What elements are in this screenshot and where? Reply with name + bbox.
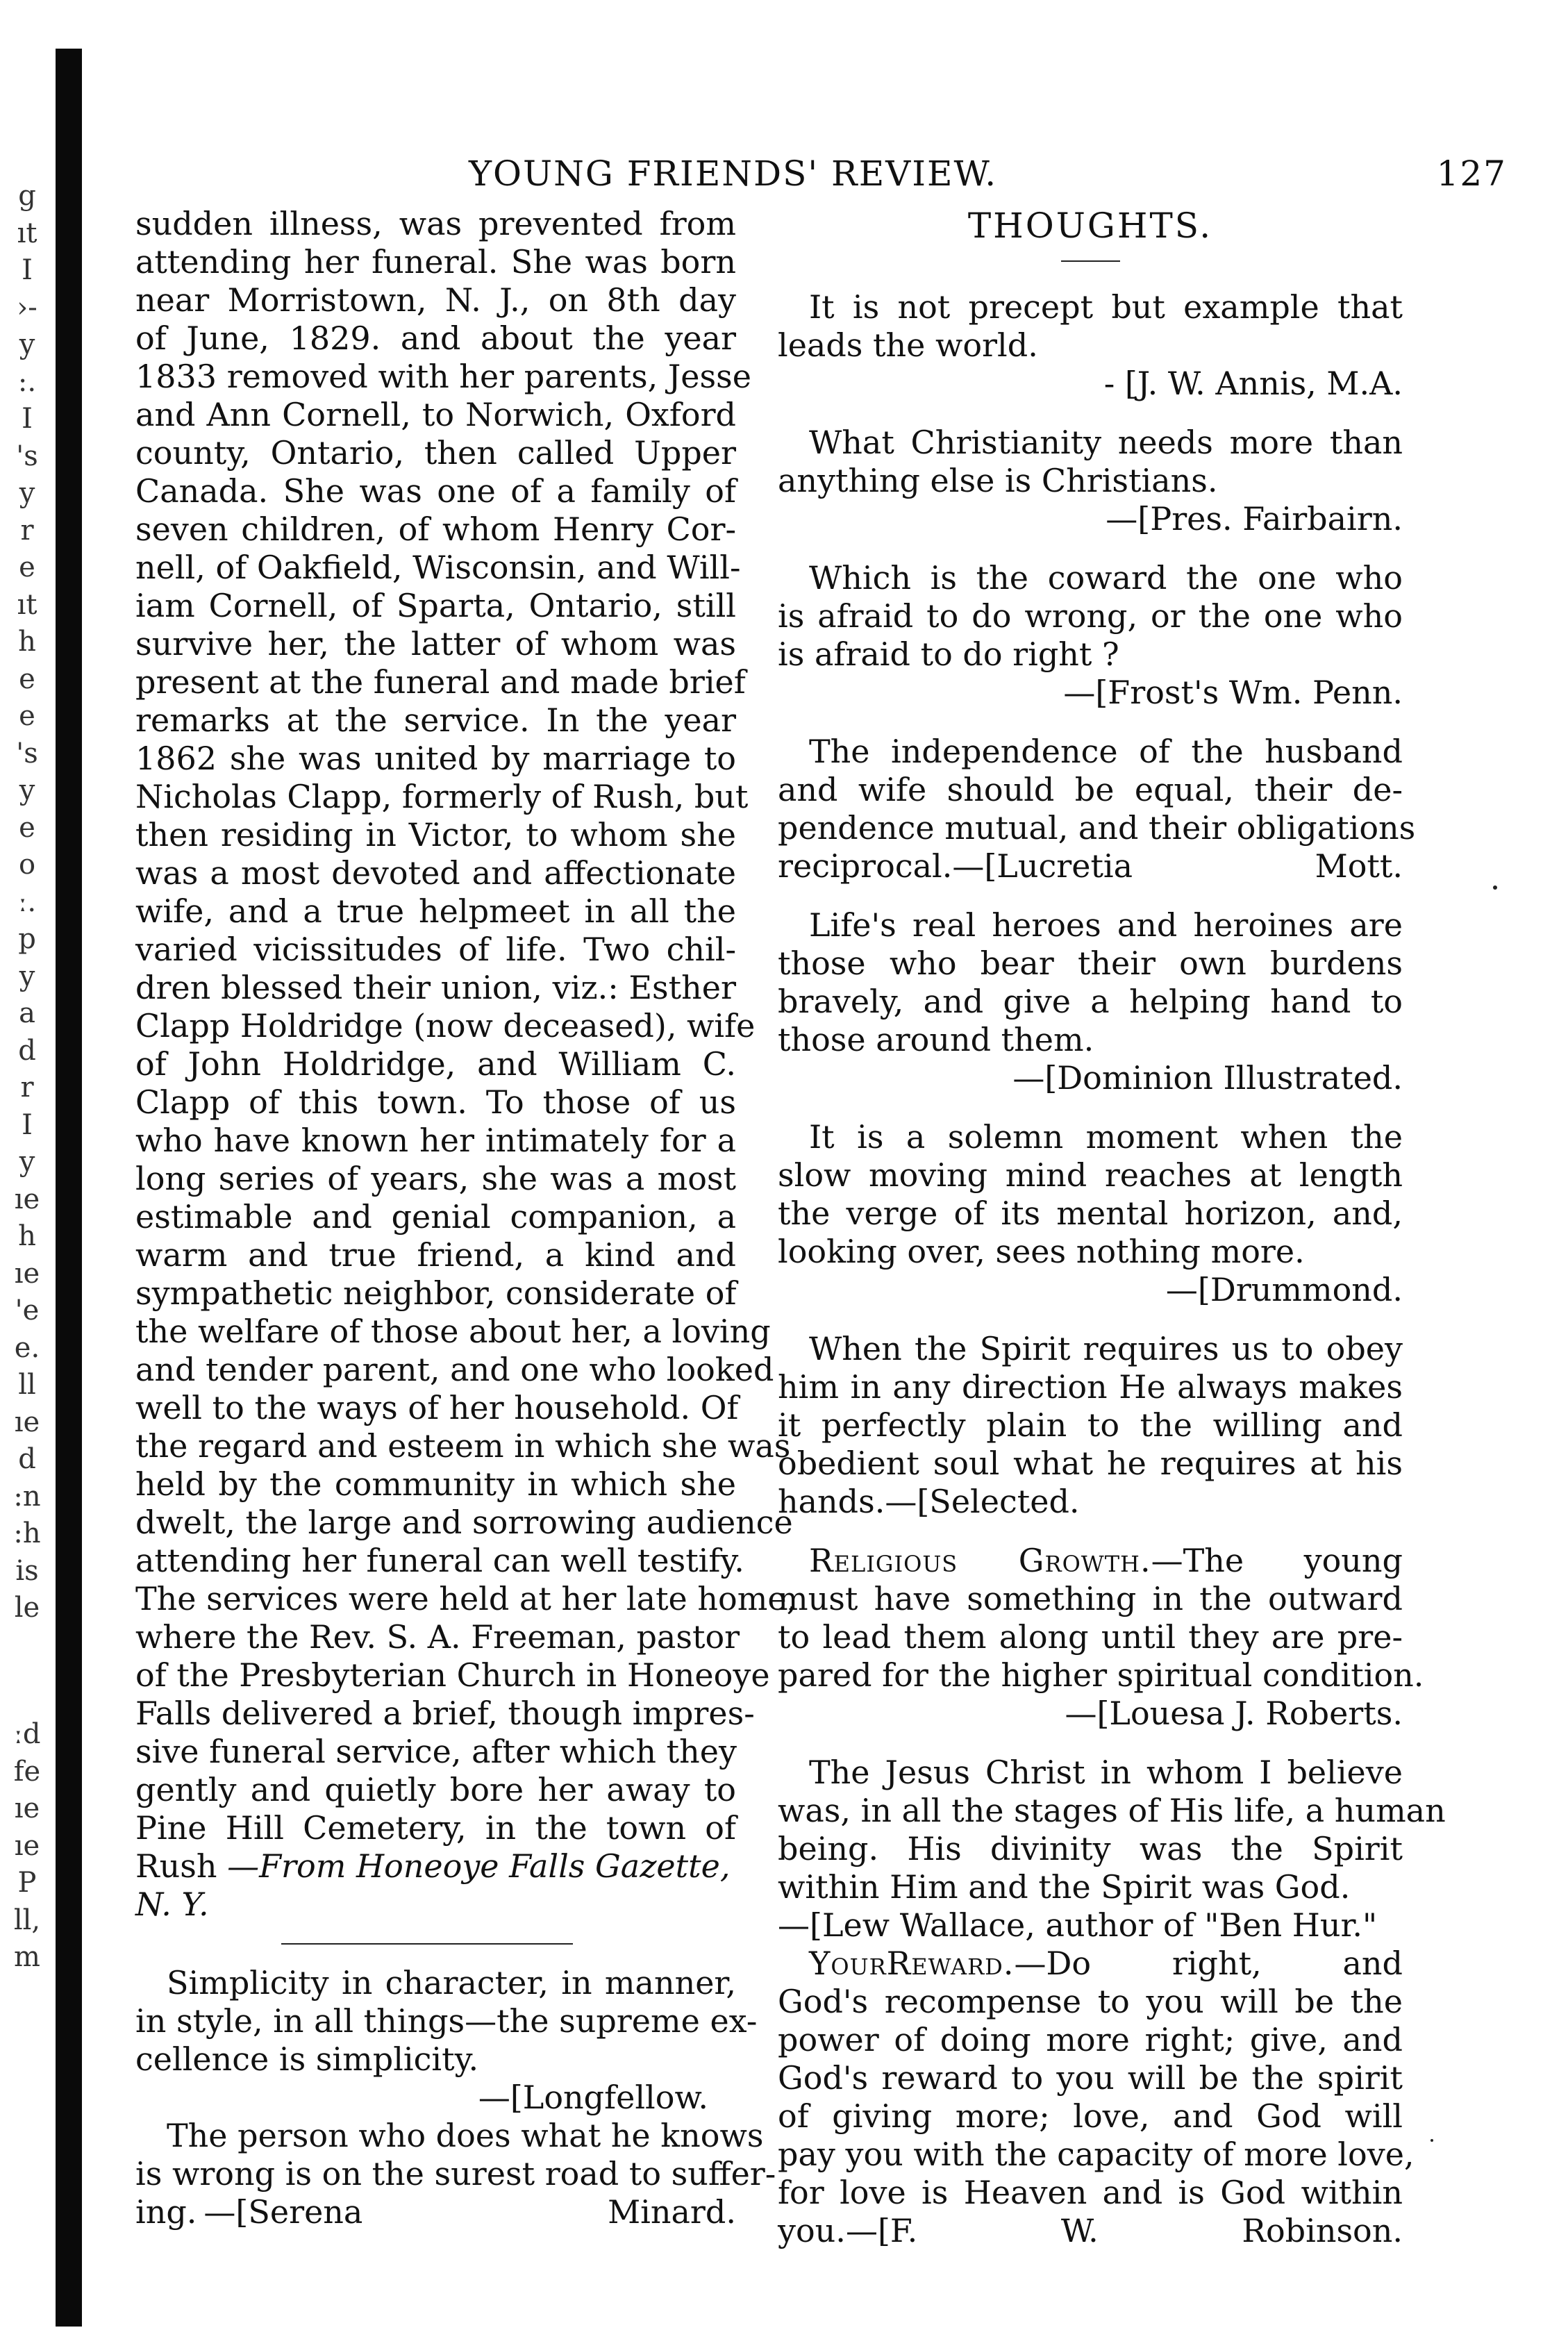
quote-line: leads the world. xyxy=(778,326,1038,364)
quote-line: pendence mutual, and their obligations xyxy=(778,809,1416,847)
obituary-line: of the Presbyterian Church in Honeoye xyxy=(135,1656,770,1694)
margin-fragment: ıe xyxy=(14,1792,40,1824)
quote-line: is wrong is on the surest road to suffer- xyxy=(135,2155,776,2192)
quote-line: him in any direction He always makes xyxy=(778,1368,1403,1406)
quote-last-line xyxy=(778,847,1403,885)
obituary-line: The services were held at her late home, xyxy=(135,1580,797,1617)
quote-line: What Christianity needs more than xyxy=(809,424,1403,461)
page-number: 127 xyxy=(1436,153,1507,194)
quote-line: to lead them along until they are pre- xyxy=(778,1618,1403,1656)
obituary-line: survive her, the latter of whom was xyxy=(135,625,736,663)
obituary-line: iam Cornell, of Sparta, Ontario, still xyxy=(135,587,736,624)
margin-fragment: y xyxy=(19,477,35,509)
quote-line: Life's real heroes and heroines are xyxy=(809,906,1403,944)
quote-first-text: —The young xyxy=(1151,1542,1403,1579)
speck xyxy=(1431,2139,1433,2142)
margin-fragment: :h xyxy=(13,1517,41,1549)
quote-line: of giving more; love, and God will xyxy=(778,2097,1403,2135)
quote-last-word: reciprocal. xyxy=(778,847,953,885)
quote-line: within Him and the Spirit was God. xyxy=(778,1868,1351,1906)
obituary-line: remarks at the service. In the year xyxy=(135,701,736,739)
obituary-line: seven children, of whom Henry Cor- xyxy=(135,510,736,548)
obituary-line: wife, and a true helpmeet in all the xyxy=(135,892,736,930)
obituary-line: was a most devoted and affectionate xyxy=(135,854,736,892)
spacer xyxy=(778,1097,1403,1118)
margin-fragment: le xyxy=(14,1592,40,1624)
obituary-line: dwelt, the large and sorrowing audience xyxy=(135,1504,793,1541)
quote-author: —[Dominion Illustrated. xyxy=(1012,1059,1403,1097)
quote-line: The person who does what he knows xyxy=(167,2117,764,2154)
margin-fragment: e. xyxy=(14,1331,40,1364)
speck xyxy=(1493,885,1497,890)
margin-fragment: 's xyxy=(16,737,38,769)
quote-line: for love is Heaven and is God within xyxy=(778,2174,1403,2211)
quote-first-line xyxy=(778,1542,1403,1580)
obituary-source-2: N. Y. xyxy=(135,1886,209,1923)
obituary-line: well to the ways of her household. Of xyxy=(135,1389,739,1426)
margin-fragment: y xyxy=(19,960,35,992)
margin-fragment: :. xyxy=(17,365,37,398)
obituary-line: warm and true friend, a kind and xyxy=(135,1236,736,1274)
quote-line: pared for the higher spiritual condition. xyxy=(778,1656,1424,1694)
margin-fragment: fe xyxy=(13,1755,41,1788)
spacer xyxy=(778,712,1403,733)
binding-shadow xyxy=(56,49,82,2327)
quote-line: It is a solemn moment when the xyxy=(809,1118,1403,1156)
quote-author: —[Pres. Fairbairn. xyxy=(1106,500,1403,538)
quote-line: was, in all the stages of His life, a human xyxy=(778,1792,1446,1829)
margin-fragment: :n xyxy=(13,1480,41,1513)
quote-author: —[Lucretia Mott. xyxy=(952,847,1403,885)
margin-fragment: r xyxy=(20,1072,34,1104)
obituary-line: Falls delivered a brief, though impres- xyxy=(135,1695,755,1732)
quote-lead: Religious Growth. xyxy=(809,1542,1151,1579)
quote-author: —[F. W. Robinson. xyxy=(845,2212,1403,2249)
margin-fragment: e xyxy=(19,551,35,583)
quote-line: God's reward to you will be the spirit xyxy=(778,2059,1403,2097)
title-rule xyxy=(1061,260,1120,262)
spacer xyxy=(778,885,1403,906)
margin-fragment: y xyxy=(19,1146,35,1178)
obituary-line: gently and quietly bore her away to xyxy=(135,1771,736,1808)
page-header xyxy=(153,146,1507,201)
quote-line: is afraid to do wrong, or the one who xyxy=(778,597,1403,635)
quote-line: The independence of the husband xyxy=(809,733,1403,770)
obituary-line: attending her funeral can well testify. xyxy=(135,1542,744,1579)
spacer xyxy=(778,538,1403,559)
obituary-line: present at the funeral and made brief xyxy=(135,663,746,701)
quote-line: and wife should be equal, their de- xyxy=(778,771,1403,808)
obituary-line: of John Holdridge, and William C. xyxy=(135,1045,736,1083)
quote-line: Simplicity in character, in manner, xyxy=(167,1964,736,2002)
quote-line: anything else is Christians. xyxy=(778,462,1218,499)
quote-person xyxy=(135,2117,776,2193)
quote-line: power of doing more right; give, and xyxy=(778,2021,1403,2058)
margin-fragment: e xyxy=(19,811,35,844)
quote-author: - [J. W. Annis, M.A. xyxy=(1103,365,1403,402)
margin-fragment: p xyxy=(18,923,36,955)
quote-simplicity xyxy=(135,1964,758,2079)
margin-fragment: 'e xyxy=(15,1295,40,1326)
margin-fragment: h xyxy=(18,626,36,658)
margin-fragment: m xyxy=(14,1941,40,1973)
quote-last-word: ing. xyxy=(135,2193,197,2231)
section-divider xyxy=(281,1943,573,1945)
quote-first-text: —Do right, and xyxy=(1014,1945,1403,1982)
obituary-line: then residing in Victor, to whom she xyxy=(135,816,736,854)
obituary-line: sudden illness, was prevented from xyxy=(135,205,736,242)
spacer xyxy=(778,1309,1403,1330)
quote-author: —[Serena Minard. xyxy=(203,2193,736,2231)
margin-fragment: e xyxy=(19,663,35,695)
obituary-line: sive funeral service, after which they xyxy=(135,1733,737,1770)
section-title: THOUGHTS. xyxy=(967,206,1213,246)
obituary-line: attending her funeral. She was born xyxy=(135,243,736,281)
source-prefix: Rush xyxy=(135,1847,217,1885)
obituary-line: held by the community in which she xyxy=(135,1465,736,1503)
left-margin-fragments xyxy=(0,0,54,2330)
obituary-line: sympathetic neighbor, considerate of xyxy=(135,1274,737,1312)
quote-line: Which is the coward the one who xyxy=(809,559,1403,597)
quote-person-last xyxy=(135,2193,736,2231)
obituary-line: where the Rev. S. A. Freeman, pastor xyxy=(135,1618,740,1656)
obituary-text xyxy=(135,205,797,1847)
margin-fragment: I xyxy=(22,254,33,286)
quote-author: —[Longfellow. xyxy=(478,2079,708,2116)
quote-line: the verge of its mental horizon, and, xyxy=(778,1195,1403,1232)
margin-fragment: y xyxy=(19,774,35,806)
obituary-line: of June, 1829. and about the year xyxy=(135,319,736,357)
obituary-source xyxy=(135,1847,736,1886)
quote-line: cellence is simplicity. xyxy=(135,2040,479,2078)
margin-fragment: h xyxy=(18,1220,36,1252)
margin-fragment: ıt xyxy=(17,588,37,621)
quote-lead: Your xyxy=(809,1945,887,1982)
margin-fragment: I xyxy=(22,403,33,435)
quote-author: —[Louesa J. Roberts. xyxy=(1065,1695,1403,1732)
quote-last-line xyxy=(778,1483,1403,1521)
quote-lead: Reward. xyxy=(886,1945,1015,1982)
quote-author: —[Drummond. xyxy=(1165,1271,1403,1308)
quote-author: —[Frost's Wm. Penn. xyxy=(1063,674,1403,711)
running-title: YOUNG FRIENDS' REVIEW. xyxy=(469,153,998,194)
quote-line: When the Spirit requires us to obey xyxy=(809,1330,1403,1367)
obituary-line: long series of years, she was a most xyxy=(135,1160,736,1197)
margin-fragment: ıe xyxy=(14,1183,40,1215)
quote-line: The Jesus Christ in whom I believe xyxy=(809,1754,1403,1791)
quote-line: being. His divinity was the Spirit xyxy=(778,1830,1403,1867)
margin-fragment: ›- xyxy=(17,291,37,324)
quote-line: must have something in the outward xyxy=(778,1580,1403,1617)
quote-line: bravely, and give a helping hand to xyxy=(778,983,1403,1020)
margin-fragment: ıe xyxy=(14,1406,40,1438)
quote-line: It is not precept but example that xyxy=(809,288,1403,326)
obituary-line: near Morristown, N. J., on 8th day xyxy=(135,281,736,319)
margin-fragment: e xyxy=(19,700,35,732)
quote-last-word: you. xyxy=(778,2212,846,2249)
obituary-line: the regard and esteem in which she was xyxy=(135,1427,791,1465)
quote-line: pay you with the capacity of more love, xyxy=(778,2136,1415,2173)
thoughts-quotes xyxy=(778,288,1446,2250)
margin-fragment: ː. xyxy=(17,885,37,918)
obituary-line: the welfare of those about her, a loving xyxy=(135,1313,771,1350)
quote-line: it perfectly plain to the willing and xyxy=(778,1406,1403,1444)
quote-author: —[Selected. xyxy=(885,1483,1080,1520)
quote-line: slow moving mind reaches at length xyxy=(778,1156,1403,1194)
obituary-line: Clapp Holdridge (now deceased), wife xyxy=(135,1007,756,1045)
quote-last-line xyxy=(778,2212,1403,2250)
spacer xyxy=(778,403,1403,424)
obituary-line: and tender parent, and one who looked xyxy=(135,1351,774,1388)
margin-fragment: ll, xyxy=(13,1904,41,1936)
margin-fragment: o xyxy=(18,849,36,881)
obituary-line: Pine Hill Cemetery, in the town of xyxy=(135,1809,736,1847)
obituary-line: and Ann Cornell, to Norwich, Oxford xyxy=(135,396,736,433)
obituary-line: Canada. She was one of a family of xyxy=(135,472,736,510)
obituary-line: 1833 removed with her parents, Jesse xyxy=(135,358,751,395)
margin-fragment: ːd xyxy=(13,1718,41,1750)
margin-fragment: r xyxy=(20,514,34,547)
quote-author: —[Lew Wallace, author of "Ben Hur." xyxy=(778,1906,1378,1944)
quote-last-word: hands. xyxy=(778,1483,885,1520)
obituary-line: varied vicissitudes of life. Two chil- xyxy=(135,931,736,968)
quote-line: those who bear their own burdens xyxy=(778,945,1403,982)
obituary-line: who have known her intimately for a xyxy=(135,1122,736,1159)
quote-first-line xyxy=(778,1945,1403,1983)
source-italic: —From Honeoye Falls Gazette, xyxy=(227,1847,731,1885)
obituary-line: Nicholas Clapp, formerly of Rush, but xyxy=(135,778,749,815)
margin-fragment: a xyxy=(19,997,35,1029)
spacer xyxy=(778,1733,1403,1754)
obituary-line: dren blessed their union, viz.: Esther xyxy=(135,969,736,1006)
margin-fragment: g xyxy=(18,180,36,212)
quote-line: is afraid to do right ? xyxy=(778,635,1119,673)
margin-fragment: d xyxy=(18,1443,36,1475)
margin-fragment: P xyxy=(17,1867,37,1899)
left-column xyxy=(135,205,797,2231)
quote-line: in style, in all things—the supreme ex- xyxy=(135,2002,758,2040)
margin-fragment: ıe xyxy=(14,1257,40,1290)
margin-fragment: 's xyxy=(16,440,38,472)
quote-line: God's recompense to you will be the xyxy=(778,1983,1403,2020)
quote-line: those around them. xyxy=(778,1021,1094,1058)
margin-fragment: ıe xyxy=(14,1829,40,1862)
margin-fragment: y xyxy=(19,328,35,360)
margin-fragment: d xyxy=(18,1034,36,1067)
obituary-line: county, Ontario, then called Upper xyxy=(135,434,736,472)
spacer xyxy=(778,1521,1403,1542)
right-column xyxy=(778,205,1446,2250)
margin-fragment: ıt xyxy=(17,217,37,249)
quote-line: looking over, sees nothing more. xyxy=(778,1233,1305,1270)
obituary-line: estimable and genial companion, a xyxy=(135,1198,736,1235)
margin-fragment: I xyxy=(22,1108,33,1141)
quote-line: obedient soul what he requires at his xyxy=(778,1445,1403,1482)
margin-fragment: is xyxy=(15,1554,39,1587)
obituary-line: nell, of Oakfield, Wisconsin, and Will- xyxy=(135,549,741,586)
obituary-line: 1862 she was united by marriage to xyxy=(135,740,736,777)
margin-fragment: ll xyxy=(18,1369,36,1401)
obituary-line: Clapp of this town. To those of us xyxy=(135,1083,736,1121)
